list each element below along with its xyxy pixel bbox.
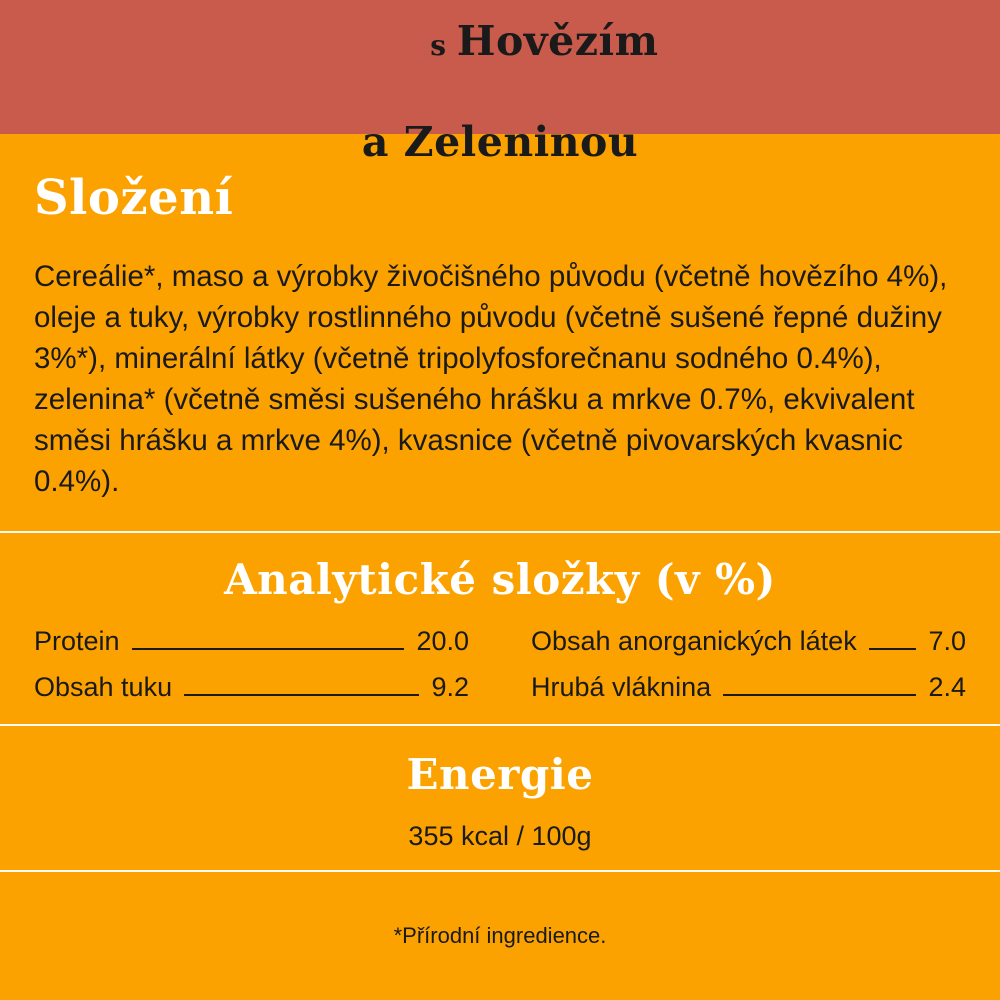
leader-line [132, 648, 405, 650]
analytical-section [0, 533, 1000, 724]
analytical-value: 2.4 [928, 672, 966, 702]
footnote-section [0, 872, 1000, 1000]
analytical-value: 20.0 [416, 626, 469, 656]
analytical-label: Obsah tuku [34, 672, 173, 702]
analytical-label: Protein [34, 626, 120, 656]
divider-energy-footnote [0, 870, 1000, 872]
product-name-line-1 [342, 0, 659, 118]
analytical-row [34, 626, 469, 658]
energy-value: 355 kcal / 100g [408, 821, 592, 851]
analytical-row [531, 672, 966, 704]
leader-line [723, 694, 916, 696]
leader-line [184, 694, 419, 696]
product-name-main: Hovězím [456, 16, 659, 65]
analytical-label: Hrubá vláknina [531, 672, 712, 702]
composition-title: Složení [34, 170, 234, 226]
analytical-title: Analytické složky (v %) [224, 555, 776, 604]
analytical-row [531, 626, 966, 658]
analytical-grid [34, 626, 966, 704]
analytical-value: 7.0 [928, 626, 966, 656]
product-name-prefix: s [430, 28, 457, 62]
analytical-row [34, 672, 469, 704]
footnote-text: *Přírodní ingredience. [393, 923, 607, 948]
ingredients-text: Cereálie*, maso a výrobky živočišného původu (včetně hovězího 4%), oleje a tuky, výrobky rostlinného původu (včetně sušené řepné dužiny 3%*), minerální látky (včetně tripolyfosforečnanu sodného 0.4%), zelenina* (včetně směsi sušeného hrášku a mrkve 0.7%, ekvivalent směsi hrášku a mrkve 4%), kvasnice (včetně pivovarských kvasnic 0.4%). [34, 259, 948, 498]
energy-section [0, 726, 1000, 870]
divider-composition-analytical [0, 531, 1000, 533]
analytical-value: 9.2 [431, 672, 469, 702]
analytical-label: Obsah anorganických látek [531, 626, 857, 656]
product-header-banner [0, 0, 1000, 166]
energy-title: Energie [406, 750, 594, 799]
product-name-line-2: a Zeleninou [361, 117, 639, 166]
divider-analytical-energy [0, 724, 1000, 726]
composition-section [0, 134, 1000, 531]
leader-line [869, 648, 917, 650]
